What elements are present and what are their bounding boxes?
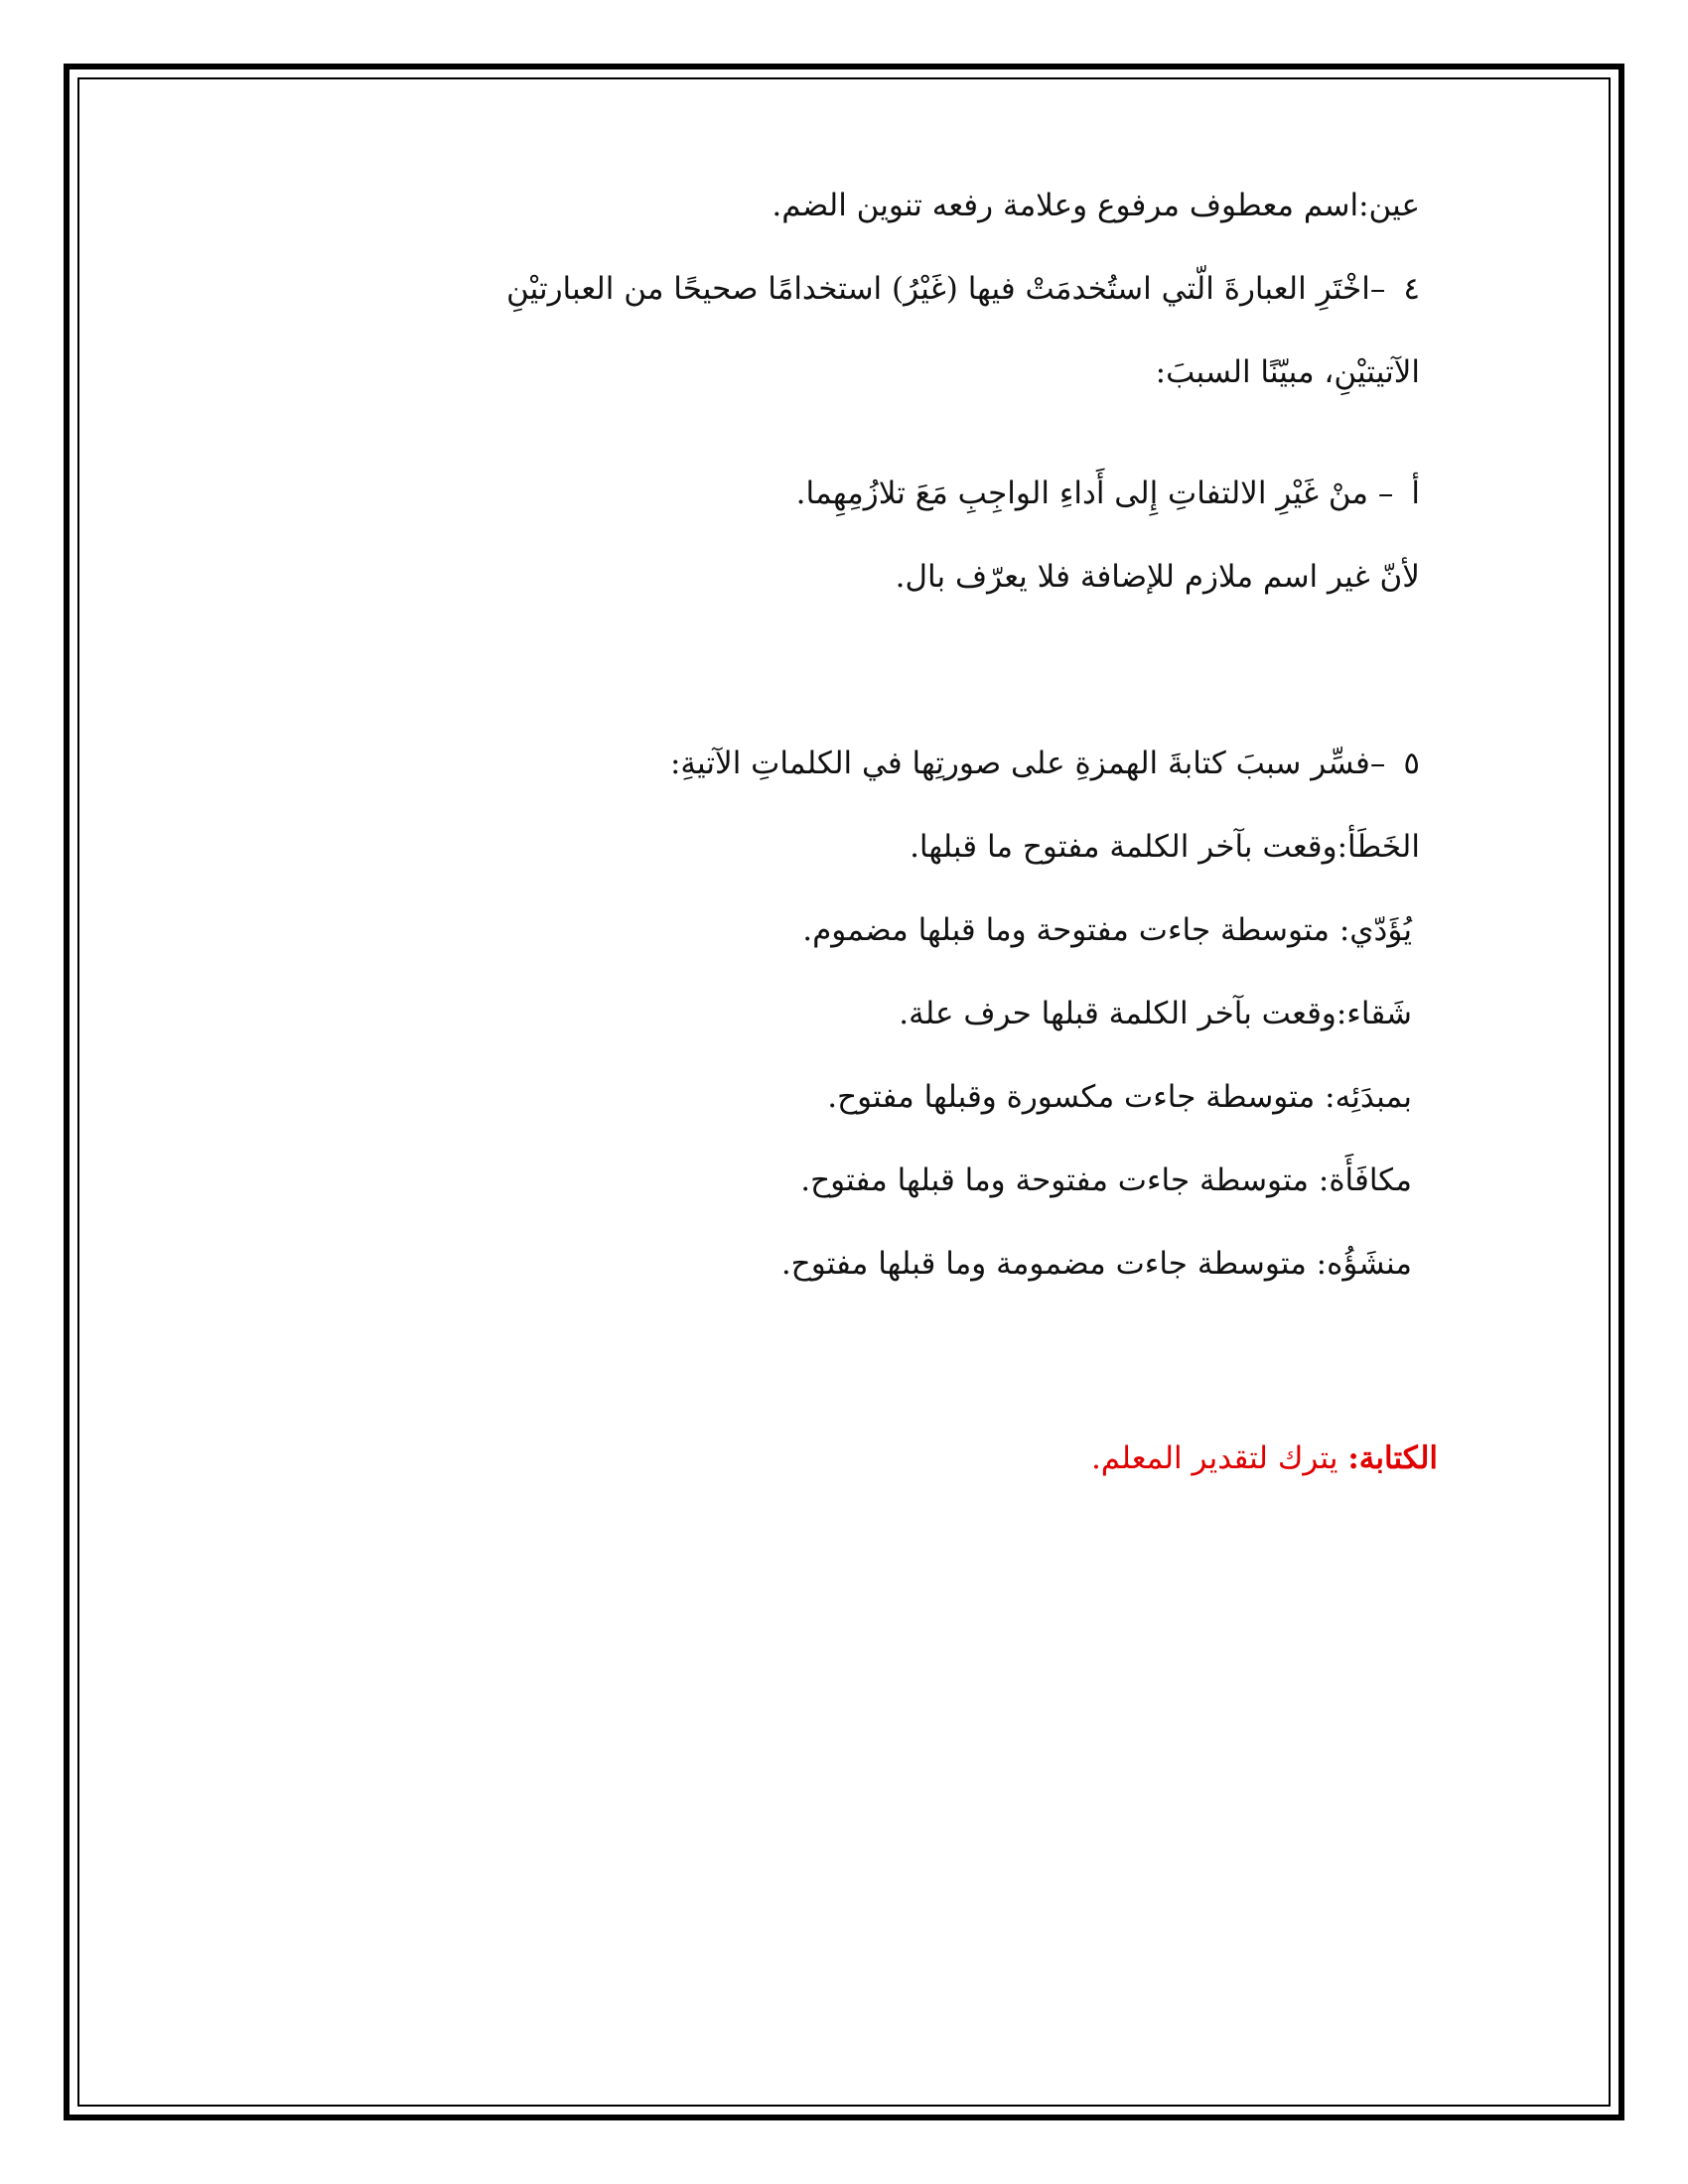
writing-text: يترك لتقدير المعلم. xyxy=(1090,1440,1348,1476)
question-4-text: –اخْتَرِ العبارةَ الّتي استُخدمَتْ فيها (غَيْرُ) استخدامًا صحيحًا من العبارتيْنِ xyxy=(506,271,1386,307)
question-5-text: –فسِّر سببَ كتابةَ الهمزةِ على صورتِها في الكلماتِ الآتيةِ: xyxy=(669,746,1386,781)
hamza-word-mukafaa: مكافَأَة: متوسطة جاءت مفتوحة وما قبلها مفتوح. xyxy=(800,1162,1412,1198)
document-body xyxy=(318,164,1438,1500)
hamza-word-mabdaih: بمبدَئِه: متوسطة جاءت مكسورة وقبلها مفتوح. xyxy=(827,1079,1412,1115)
writing-section xyxy=(336,1417,1438,1500)
option-a-reason: لأنّ غير اسم ملازم للإضافة فلا يعرّف بال. xyxy=(895,559,1420,595)
question-5-number: ٥ xyxy=(1403,746,1420,781)
option-a-text: – منْ غَيْرِ الالتفاتِ إِلى أَداءِ الواجِبِ مَعَ تلازُمِهِما. xyxy=(795,476,1394,511)
question-5 xyxy=(318,722,1420,805)
option-a xyxy=(318,452,1420,535)
option-a-label: أ xyxy=(1411,476,1420,511)
question-4 xyxy=(318,247,1420,331)
answer-line-ain: عين:اسم معطوف مرفوع وعلامة رفعه تنوين الضم. xyxy=(772,188,1420,223)
hamza-word-yuaddi: يُؤَدّي: متوسطة جاءت مفتوحة وما قبلها مضموم. xyxy=(802,912,1412,948)
hamza-word-shaqa: شَقاء:وقعت بآخر الكلمة قبلها حرف علة. xyxy=(899,996,1412,1031)
writing-label: الكتابة: xyxy=(1347,1440,1438,1476)
question-4-number: ٤ xyxy=(1403,271,1420,307)
question-4-continuation: الآتيتيْنِ، مبيّنًا السببَ: xyxy=(1155,354,1420,390)
hamza-word-manshauh: منشَؤُه: متوسطة جاءت مضمومة وما قبلها مفتوح. xyxy=(780,1246,1412,1282)
hamza-word-khata: الخَطَأ:وقعت بآخر الكلمة مفتوح ما قبلها. xyxy=(910,829,1420,865)
